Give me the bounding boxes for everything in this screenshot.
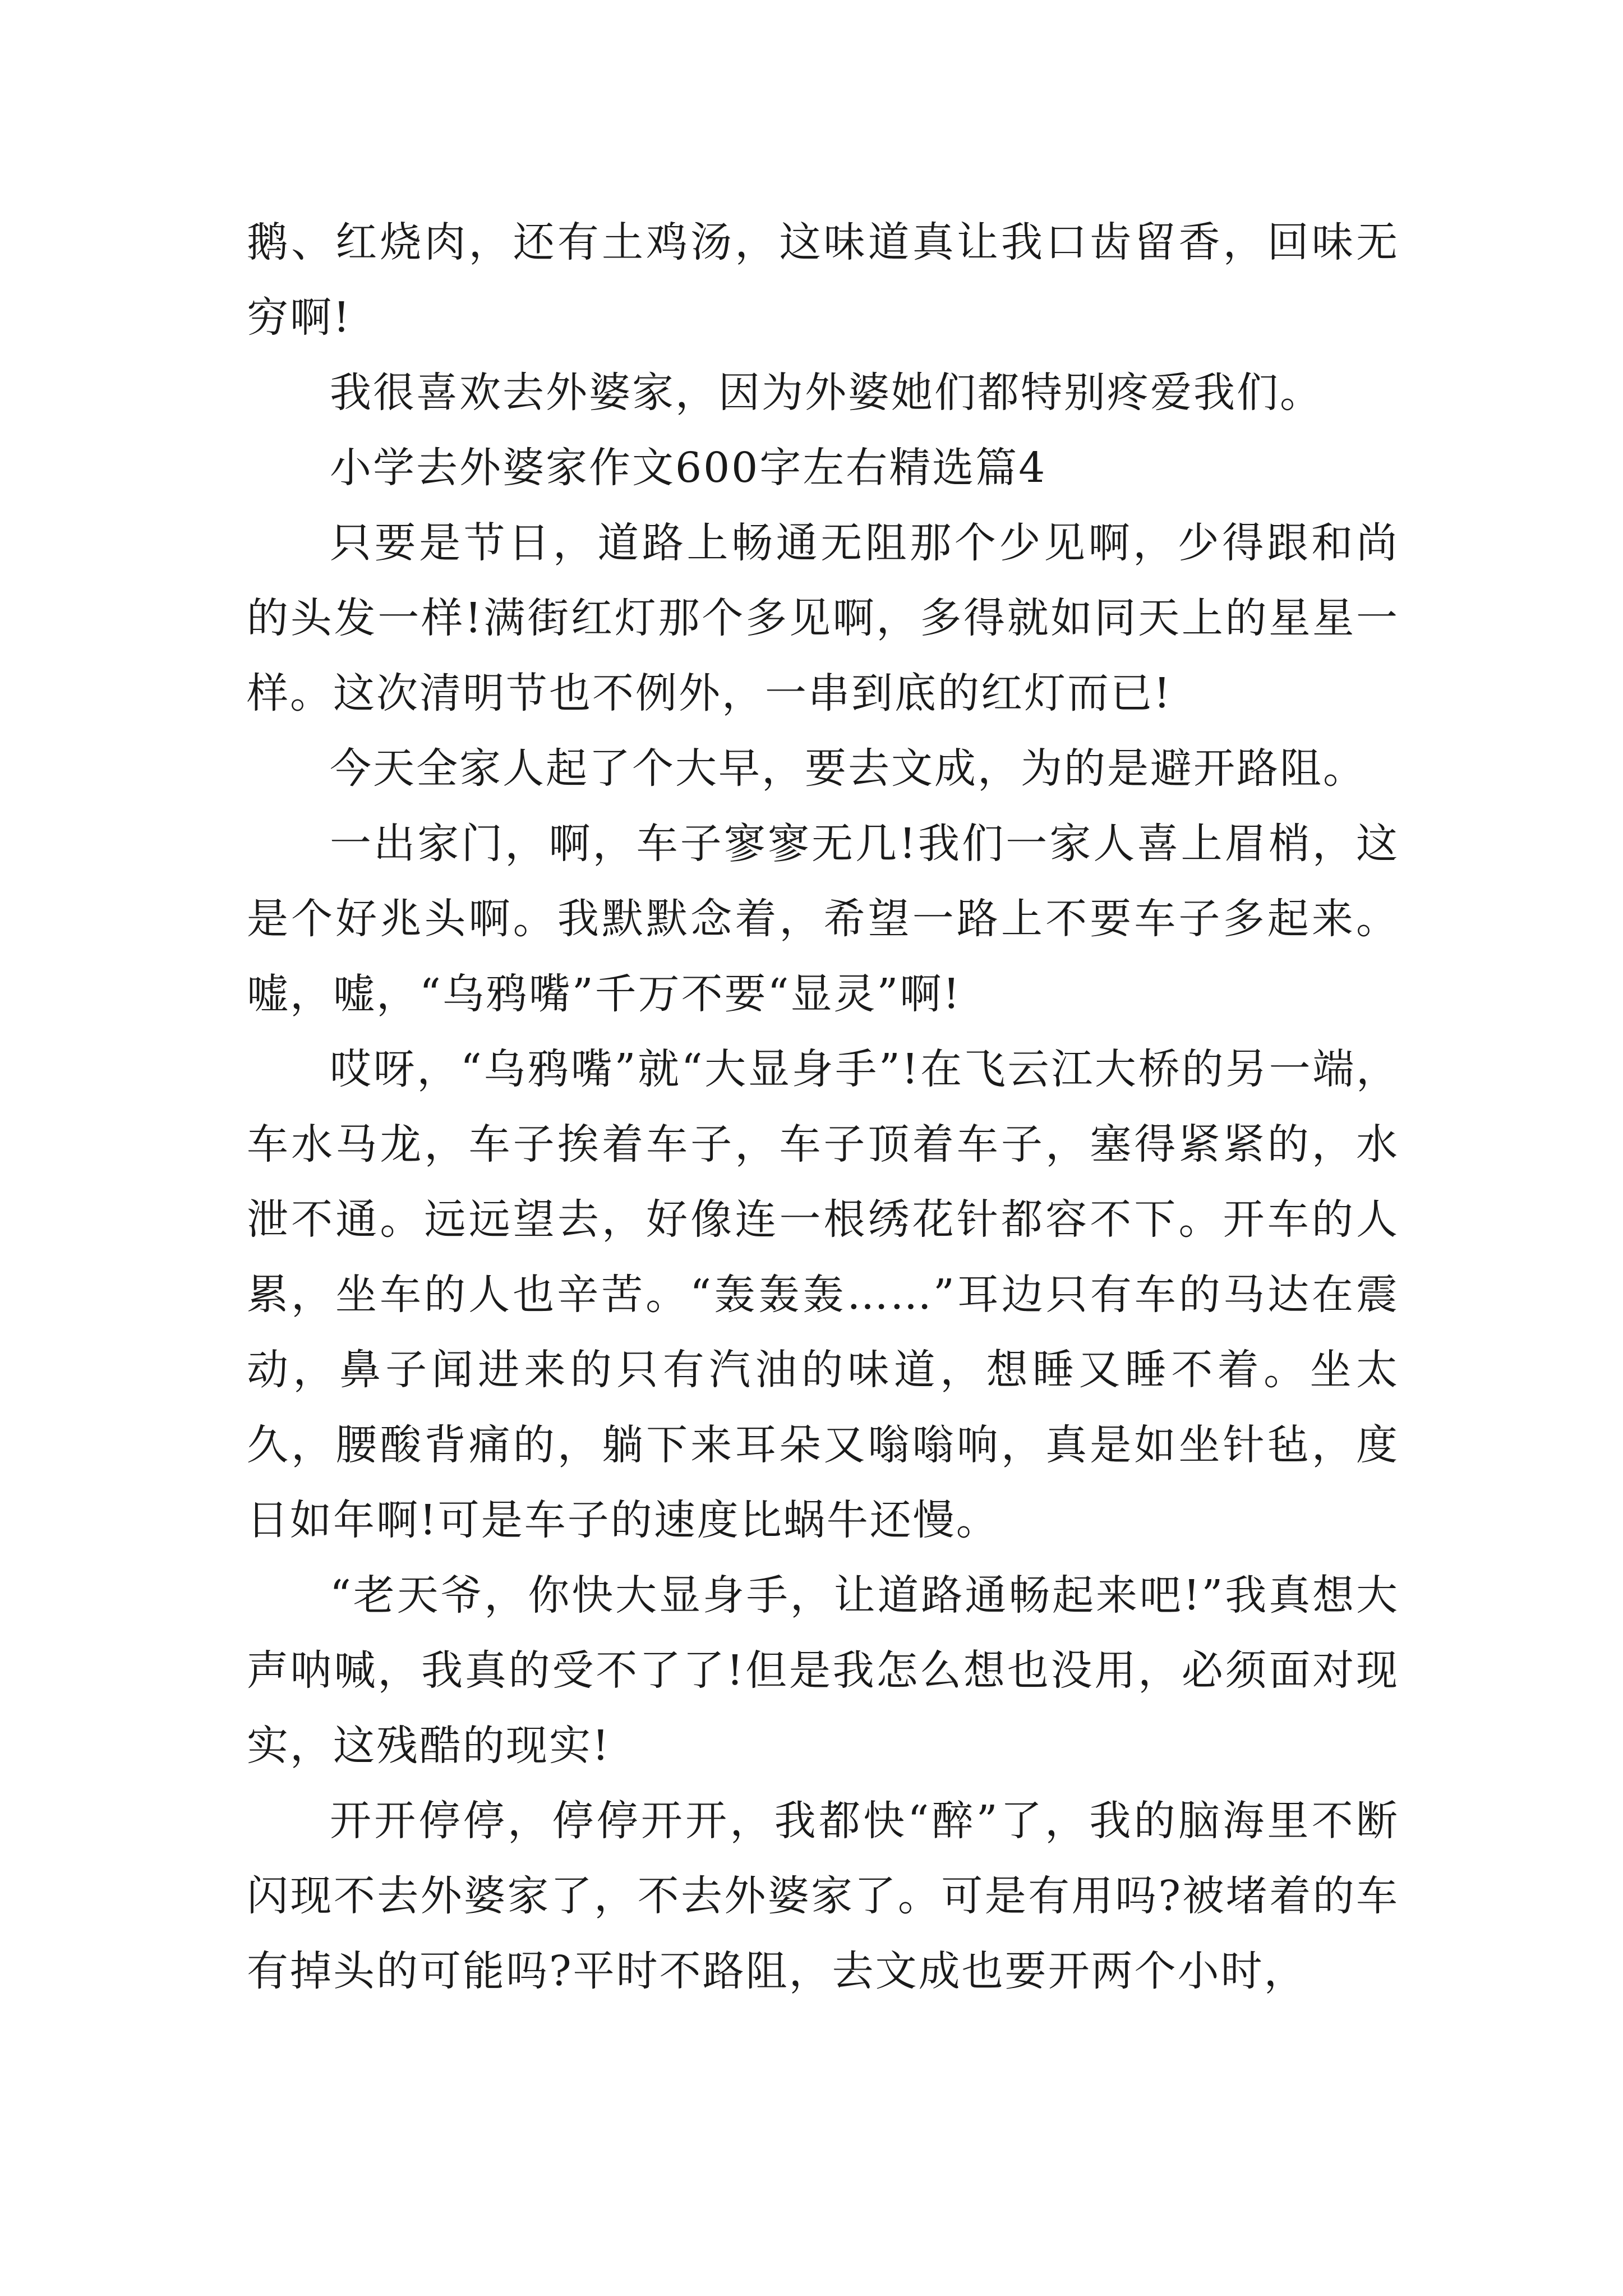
document-body — [247, 205, 1399, 2009]
paragraph: 哎呀，“乌鸦嘴”就“大显身手”!在飞云江大桥的另一端，车水马龙，车子挨着车子，车子顶着车子，塞得紧紧的，水泄不通。远远望去，好像连一根绣花针都容不下。开车的人累，坐车的人也辛苦。“轰轰轰……”耳边只有车的马达在震动，鼻子闻进来的只有汽油的味道，想睡又睡不着。坐太久，腰酸背痛的，躺下来耳朵又嗡嗡响，真是如坐针毡，度日如年啊!可是车子的速度比蜗牛还慢。 — [247, 1045, 1399, 1544]
section-heading: 小学去外婆家作文600字左右精选篇4 — [330, 444, 1047, 492]
paragraph: 一出家门，啊，车子寥寥无几!我们一家人喜上眉梢，这是个好兆头啊。我默默念着，希望一路上不要车子多起来。嘘，嘘，“乌鸦嘴”千万不要“显灵”啊! — [247, 820, 1399, 1018]
paragraph: 开开停停，停停开开，我都快“醉”了，我的脑海里不断闪现不去外婆家了，不去外婆家了。可是有用吗?被堵着的车有掉头的可能吗?平时不路阻，去文成也要开两个小时， — [247, 1797, 1399, 1995]
paragraph: “老天爷，你快大显身手，让道路通畅起来吧!”我真想大声呐喊，我真的受不了了!但是我怎么想也没用，必须面对现实，这残酷的现实! — [247, 1571, 1399, 1770]
paragraph-continuation: 鹅、红烧肉，还有土鸡汤，这味道真让我口齿留香，回味无穷啊! — [247, 218, 1399, 342]
paragraph: 今天全家人起了个大早，要去文成，为的是避开路阻。 — [330, 744, 1366, 793]
paragraph: 我很喜欢去外婆家，因为外婆她们都特别疼爱我们。 — [330, 369, 1323, 417]
paragraph: 只要是节日，道路上畅通无阻那个少见啊，少得跟和尚的头发一样!满街红灯那个多见啊，多得就如同天上的星星一样。这次清明节也不例外，一串到底的红灯而已! — [247, 519, 1399, 717]
